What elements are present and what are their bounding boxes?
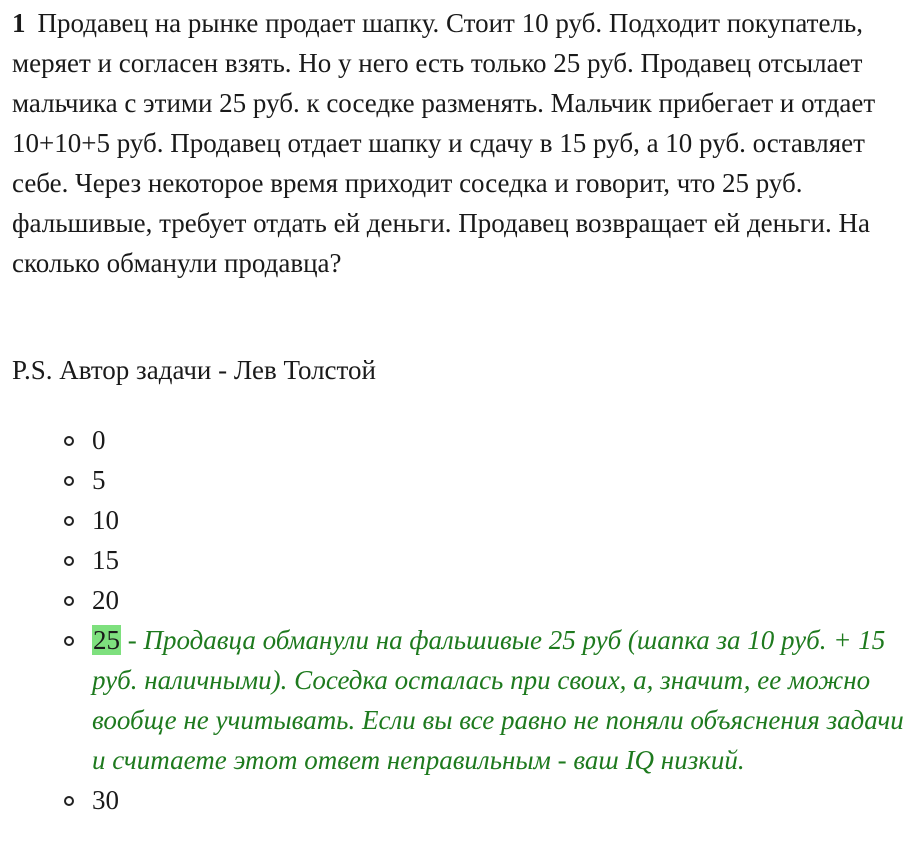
- answer-value: 15: [92, 545, 119, 575]
- question-body: Продавец на рынке продает шапку. Стоит 10 руб. Подходит покупатель, меряет и согласен взять. Но у него есть только 25 руб. Продавец отсылает мальчика с этими 25 руб. к соседке разменять. Мальчик прибегает и отдает 10+10+5 руб. Продавец отдает шапку и сдачу в 15 руб, а 10 руб. оставляет себе. Через некоторое время приходит соседка и говорит, что 25 руб. фальшивые, требует отдать ей деньги. Продавец возвращает ей деньги. На сколько обманули продавца?: [12, 8, 876, 278]
- circle-bullet-icon: [64, 596, 74, 606]
- answer-value: 30: [92, 785, 119, 815]
- answer-value: 0: [92, 425, 106, 455]
- answer-option-5[interactable]: [0, 460, 918, 500]
- circle-bullet-icon: [64, 516, 74, 526]
- highlighted-answer-value: 25: [93, 625, 120, 655]
- answer-option-15[interactable]: [0, 540, 918, 580]
- circle-bullet-icon: [64, 796, 74, 806]
- answer-value: 10: [92, 505, 119, 535]
- circle-bullet-icon: [64, 436, 74, 446]
- answer-option-10[interactable]: [0, 500, 918, 540]
- question-text-block: [12, 3, 904, 283]
- answer-option-30[interactable]: [0, 780, 918, 820]
- answer-option-0[interactable]: [0, 420, 918, 460]
- answer-option-20[interactable]: [0, 580, 918, 620]
- circle-bullet-icon: [64, 636, 74, 646]
- answer-separator: -: [121, 625, 144, 655]
- answer-option-25-correct[interactable]: [0, 620, 918, 780]
- answer-value: 20: [92, 585, 119, 615]
- answer-value: 5: [92, 465, 106, 495]
- question-number: 1: [12, 8, 26, 38]
- circle-bullet-icon: [64, 556, 74, 566]
- answer-explanation: Продавца обманули на фальшивые 25 руб (шапка за 10 руб. + 15 руб. наличными). Соседка осталась при своих, а, значит, ее можно вообще не учитывать. Если вы все равно не поняли объяснения задачи и считаете этот ответ неправильным - ваш IQ низкий.: [92, 625, 904, 775]
- answer-options-list: [0, 420, 918, 820]
- circle-bullet-icon: [64, 476, 74, 486]
- postscript-author-note: P.S. Автор задачи - Лев Толстой: [12, 355, 376, 385]
